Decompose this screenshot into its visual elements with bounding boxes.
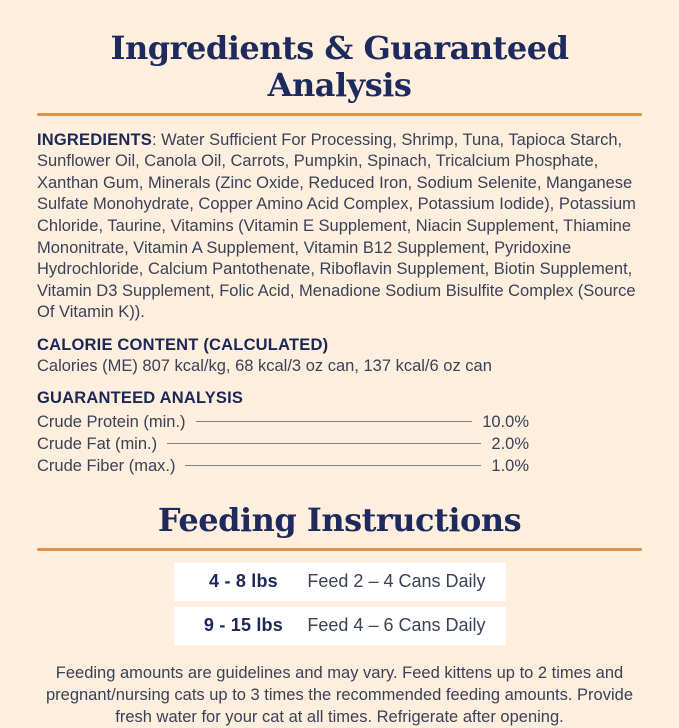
analysis-row-value: 1.0%	[491, 457, 529, 476]
ingredients-text: : Water Sufficient For Processing, Shrimp, Tuna, Tapioca Starch, Sunflower Oil, Canola Oil, Carrots, Pumpkin, Spinach, Tricalcium Phosphate, Xanthan Gum, Minerals (Zinc Oxide, Reduced Iron, Sodium Selenite, Manganese Sulfate Monohydrate, Copper Amino Acid Complex, Potassium Iodide), Potassium Chloride, Taurine, Vitamins (Vitamin E Supplement, Niacin Supplement, Thiamine Mononitrate, Vitamin A Supplement, Vitamin B12 Supplement, Pyridoxine Hydrochloride, Calcium Pantothenate, Riboflavin Supplement, Biotin Supplement, Vitamin D3 Supplement, Folic Acid, Menadione Sodium Bisulfite Complex (Source Of Vitamin K)).	[37, 130, 636, 322]
guaranteed-analysis-heading: GUARANTEED ANALYSIS	[37, 388, 244, 407]
ingredients-label: INGREDIENTS	[37, 130, 152, 149]
ingredients-paragraph	[37, 130, 642, 324]
leader-line	[196, 421, 473, 422]
table-row	[37, 411, 529, 433]
leader-line	[185, 465, 481, 466]
analysis-row-label: Crude Protein (min.)	[37, 412, 186, 431]
guaranteed-analysis-table	[37, 411, 529, 478]
ingredients-analysis-title: Ingredients & Guaranteed Analysis	[110, 29, 569, 104]
weight-range-label: 9 - 15 lbs	[203, 615, 283, 636]
table-row	[174, 563, 506, 601]
table-row	[37, 455, 529, 477]
table-row	[174, 607, 506, 645]
feeding-table	[174, 563, 506, 645]
title-underline-rule	[37, 113, 642, 116]
calorie-content-text: Calories (ME) 807 kcal/kg, 68 kcal/3 oz can, 137 kcal/6 oz can	[37, 356, 492, 375]
feed-amount-label: Feed 2 – 4 Cans Daily	[307, 571, 486, 592]
feeding-guidelines-note: Feeding amounts are guidelines and may vary. Feed kittens up to 2 times and pregnant/nursing cats up to 3 times the recommended feeding amounts. Provide fresh water for your cat at all times. Refrigerate after opening.	[45, 663, 633, 726]
feeding-title-underline-rule	[37, 548, 642, 551]
analysis-row-value: 10.0%	[482, 412, 529, 431]
calorie-content-heading: CALORIE CONTENT (CALCULATED)	[37, 335, 329, 354]
feeding-instructions-title: Feeding Instructions	[157, 500, 522, 539]
leader-line	[167, 443, 481, 444]
feed-amount-label: Feed 4 – 6 Cans Daily	[307, 615, 486, 636]
analysis-row-label: Crude Fat (min.)	[37, 434, 158, 453]
analysis-row-value: 2.0%	[491, 434, 529, 453]
analysis-row-label: Crude Fiber (max.)	[37, 457, 176, 476]
table-row	[37, 433, 529, 455]
weight-range-label: 4 - 8 lbs	[209, 571, 278, 592]
